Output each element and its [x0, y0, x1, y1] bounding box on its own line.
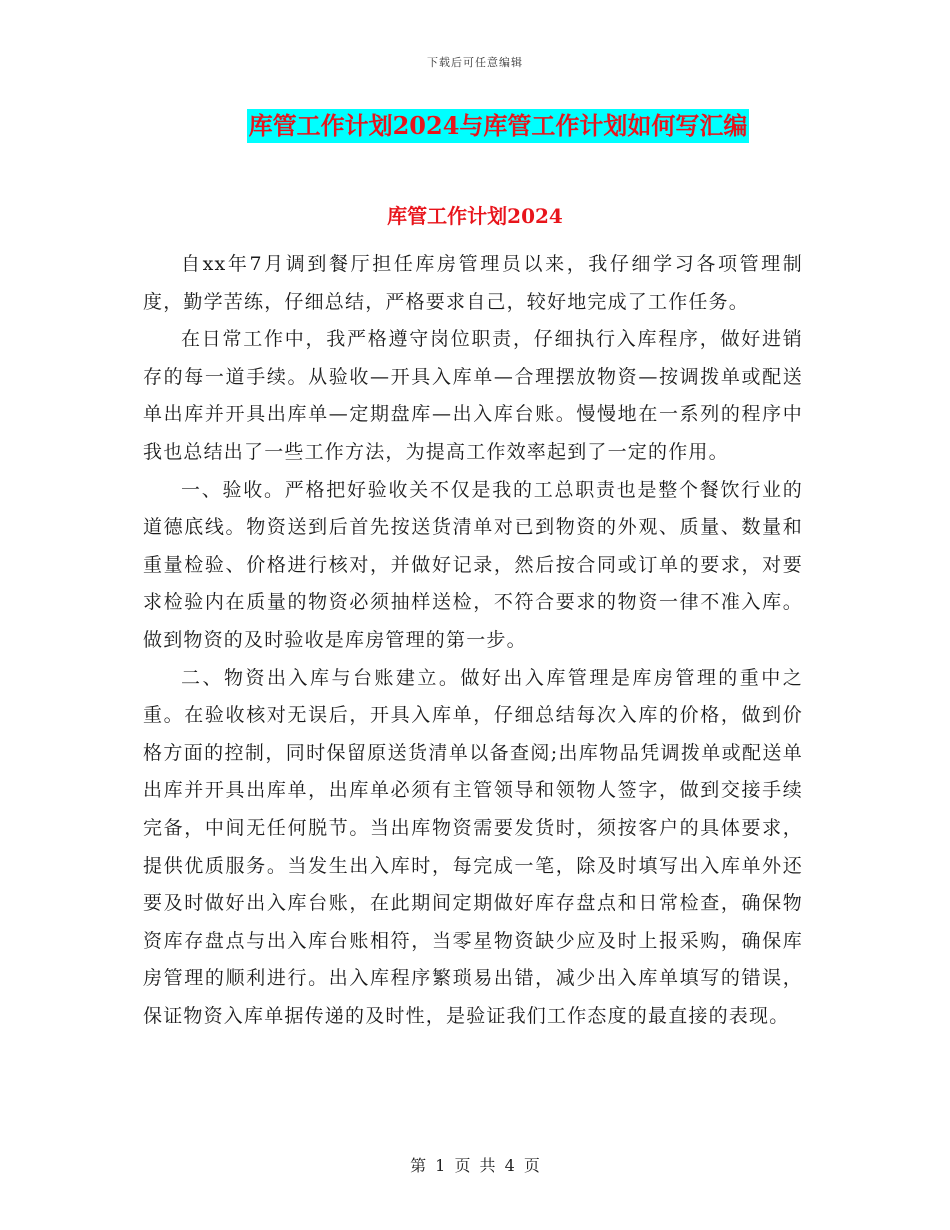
main-title-wrap — [0, 109, 950, 143]
paragraph-inventory-ledger: 二、物资出入库与台账建立。做好出入库管理是库房管理的重中之重。在验收核对无误后，开具入库单，仔细总结每次入库的价格，做到价格方面的控制，同时保留原送货清单以备查阅;出库物品凭调拨单或配送单出库并开具出库单，出库单必须有主管领导和领物人签字，做到交接手续完备，中间无任何脱节。当出库物资需要发货时，须按客户的具体要求，提供优质服务。当发生出入库时，每完成一笔，除及时填写出入库单外还要及时做好出入库台账，在此期间定期做好库存盘点和日常检查，确保物资库存盘点与出入库台账相符，当零星物资缺少应及时上报采购，确保库房管理的顺利进行。出入库程序繁琐易出错，减少出入库单填写的错误，保证物资入库单据传递的及时性，是验证我们工作态度的最直接的表现。 — [143, 666, 803, 1027]
main-title: 库管工作计划2024与库管工作计划如何写汇编 — [247, 109, 750, 143]
document-body — [143, 246, 803, 1035]
paragraph-intro: 自xx年7月调到餐厅担任库房管理员以来，我仔细学习各项管理制度，勤学苦练，仔细总结，严格要求自己，较好地完成了工作任务。 — [143, 253, 803, 313]
paragraph-daily-work: 在日常工作中，我严格遵守岗位职责，仔细执行入库程序，做好进销存的每一道手续。从验收—开具入库单—合理摆放物资—按调拨单或配送单出库并开具出库单—定期盘库—出入库台账。慢慢地在一系列的程序中我也总结出了一些工作方法，为提高工作效率起到了一定的作用。 — [143, 328, 803, 463]
paragraph-acceptance: 一、验收。严格把好验收关不仅是我的工总职责也是整个餐饮行业的道德底线。物资送到后首先按送货清单对已到物资的外观、质量、数量和重量检验、价格进行核对，并做好记录，然后按合同或订单的要求，对要求检验内在质量的物资必须抽样送检，不符合要求的物资一律不准入库。做到物资的及时验收是库房管理的第一步。 — [143, 478, 803, 651]
page-footer: 第 1 页 共 4 页 — [410, 1156, 540, 1175]
header-note: 下载后可任意编辑 — [427, 56, 523, 69]
section-title: 库管工作计划2024 — [387, 204, 563, 228]
